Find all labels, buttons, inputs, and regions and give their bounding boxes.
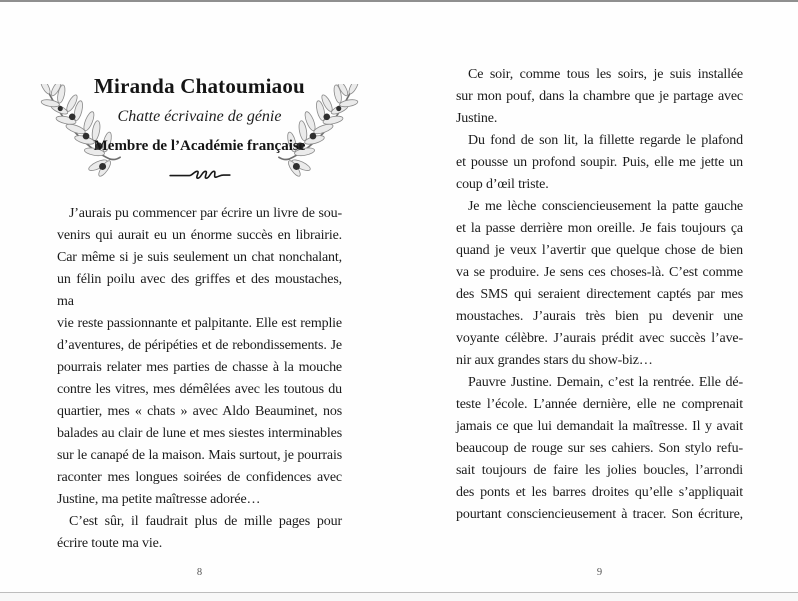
text-line: écrire toute ma vie.	[57, 536, 163, 551]
text-line: des ponts et les barres droites qu’elle s’appliquait	[456, 485, 743, 500]
text-line: C’est sûr, il faudrait plus de mille pages pour	[69, 514, 342, 529]
below-page-strip	[0, 593, 798, 601]
text-line: balades au clair de lune et mes siestes interminables	[57, 426, 342, 441]
text-line: Je me lèche consciencieusement la patte gauche	[468, 199, 743, 214]
page-number-left: 8	[196, 567, 203, 578]
text-line: jamais ce que lui demandait la maîtresse. Il y avait	[456, 419, 743, 434]
text-line: Pauvre Justine. Demain, c’est la rentrée. Elle dé-	[468, 375, 743, 390]
text-line: raconter mes longues soirées de confidences avec	[57, 470, 342, 485]
book-subtitle: Chatte écrivaine de génie	[117, 108, 282, 125]
text-line: sur le canapé de la maison. Mais surtout, je pourrais	[57, 448, 342, 463]
text-line: d’aventures, de péripéties et de rebondissements. Je	[57, 338, 342, 353]
paragraph	[456, 372, 743, 526]
text-line: moustaches. J’aurais très bien pu devenir une	[456, 309, 743, 324]
text-line: Justine.	[456, 111, 498, 126]
right-page	[399, 0, 798, 592]
text-line: Du fond de son lit, la fillette regarde le plafond	[468, 133, 743, 148]
paragraph	[456, 196, 743, 372]
paragraph	[57, 203, 342, 511]
text-line: Car même si je suis seulement un chat nonchalant,	[57, 250, 342, 265]
text-line: quartier, mes « chats » avec Aldo Beauminet, nos	[57, 404, 342, 419]
text-line: et la passe derrière mon oreille. Je fais toujours ça	[456, 221, 743, 236]
squiggle-divider-icon	[0, 169, 399, 180]
text-line: teste l’école. L’année dernière, elle ne comprenait	[456, 397, 743, 412]
paragraph	[456, 64, 743, 130]
text-line: va se produire. Je sens ces choses-là. C’est comme	[456, 265, 743, 280]
text-line: des SMS qui seraient directement captés par mes	[456, 287, 743, 302]
text-line: sait toujours de faire les jolies boucles, l’arrondi	[456, 463, 743, 478]
text-line: et pousse un profond soupir. Puis, elle me jette un	[456, 155, 743, 170]
left-page-text	[57, 203, 342, 555]
text-line: beaucoup de rouge sur ses cahiers. Son stylo refu-	[456, 441, 743, 456]
text-line: coup d’œil triste.	[456, 177, 549, 192]
text-line: Ce soir, comme tous les soirs, je suis installée	[468, 67, 743, 82]
left-page	[0, 0, 399, 592]
text-line: J’aurais pu commencer par écrire un livre de sou-	[69, 206, 342, 221]
book-affiliation: Membre de l’Académie française	[93, 138, 306, 154]
book-author-title: Miranda Chatoumiaou	[94, 74, 305, 98]
text-line: contre les vitres, mes démêlées avec les toutous du	[57, 382, 342, 397]
paragraph	[57, 511, 342, 555]
text-line: pourtant consciencieusement à tracer. Son écriture,	[456, 507, 743, 522]
page-number-right: 9	[596, 567, 603, 578]
text-line: venirs qui aurait eu un énorme succès en librairie.	[57, 228, 342, 243]
text-line: quand je veux l’avertir que quelque chose de bien	[456, 243, 743, 258]
text-line: pourrais relater mes parties de chasse à la mouche	[57, 360, 342, 375]
text-line: vie reste passionnante et palpitante. Elle est remplie	[57, 316, 342, 331]
text-line: un félin poilu avec des griffes et des moustaches, ma	[57, 272, 342, 309]
text-line: Justine, ma petite maîtresse adorée…	[57, 492, 261, 507]
text-line: sur mon pouf, dans la chambre que je partage avec	[456, 89, 743, 104]
paragraph	[456, 130, 743, 196]
text-line: voyante célèbre. J’aurais prédit avec succès l’ave-	[456, 331, 743, 346]
text-line: nir aux grandes stars du show-biz…	[456, 353, 653, 368]
right-page-text	[456, 64, 743, 526]
